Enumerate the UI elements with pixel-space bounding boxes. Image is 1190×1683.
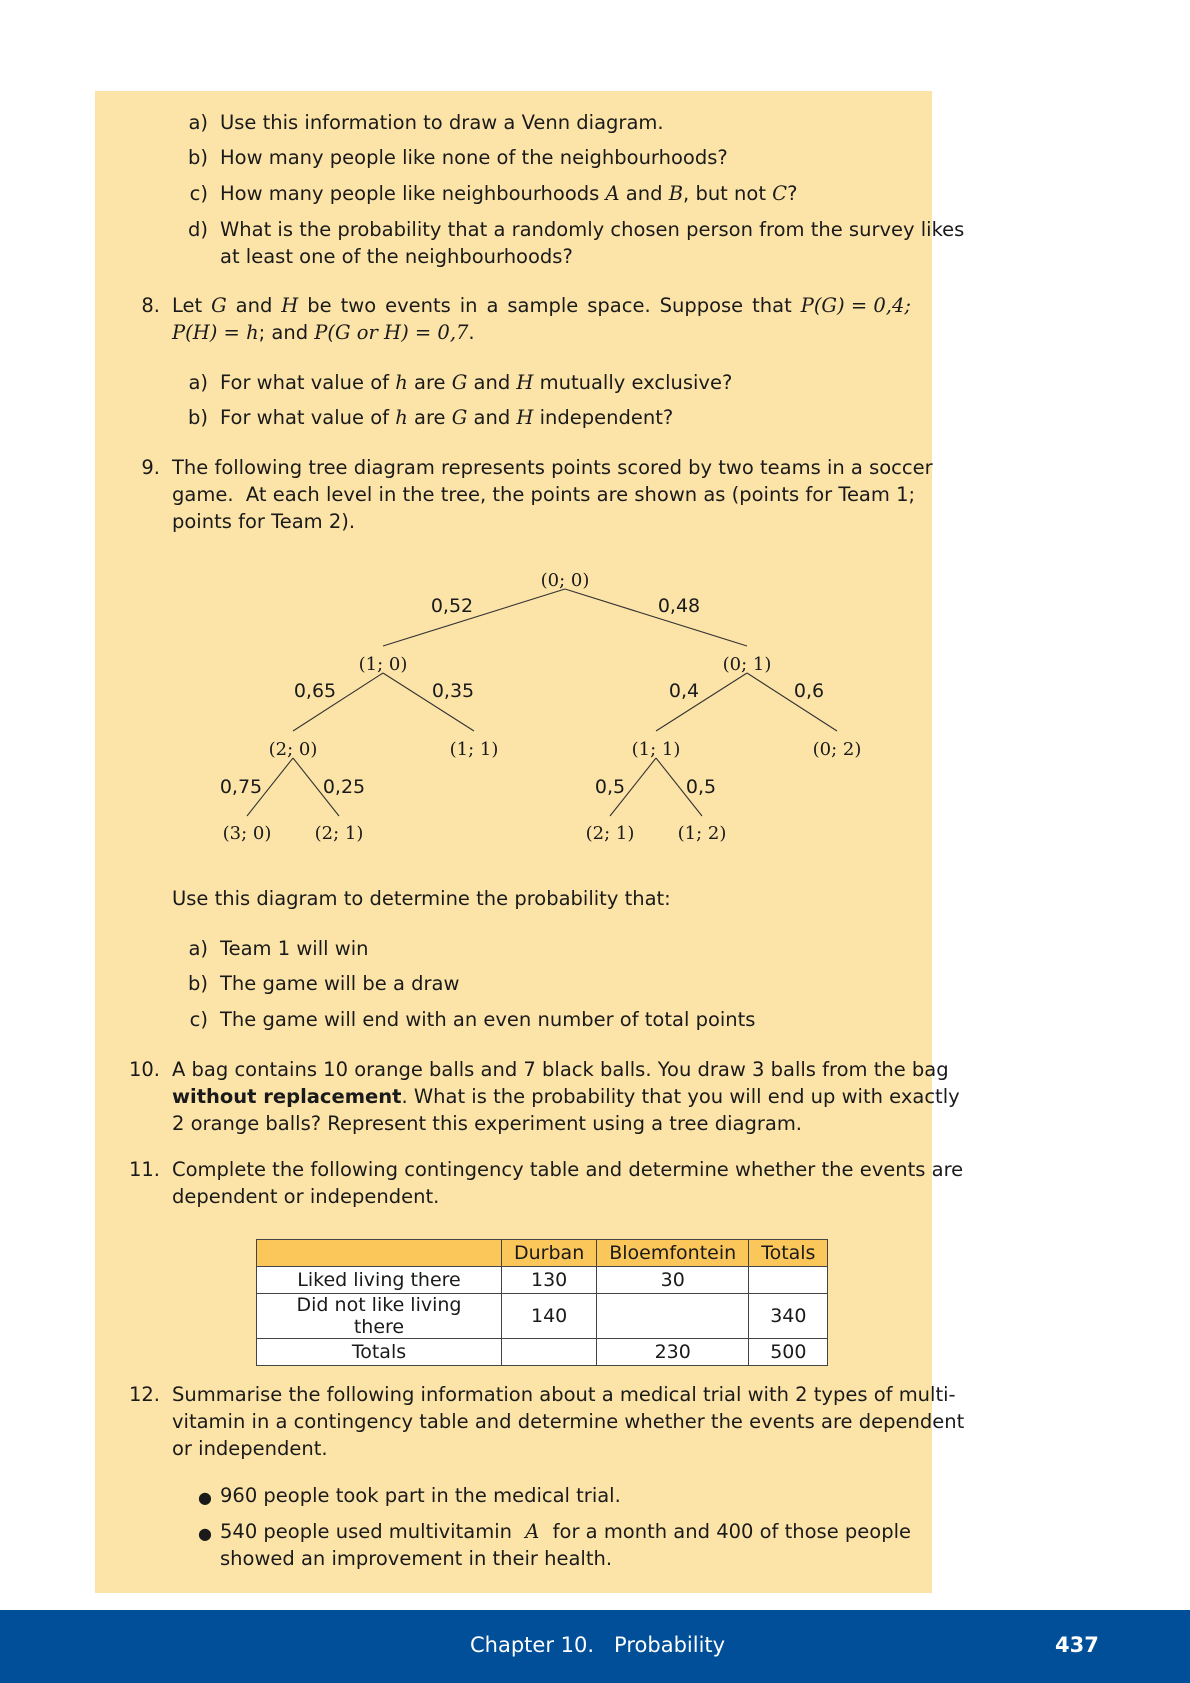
header-cell-empty (257, 1240, 502, 1267)
q7a-label: a) (188, 111, 208, 134)
row-label: Did not like living there (257, 1294, 502, 1339)
prob-0-75: 0,75 (219, 776, 263, 798)
node-3-0: (3; 0) (222, 823, 272, 844)
q8-number: 8. (141, 294, 160, 317)
prob-0-52: 0,52 (430, 595, 474, 617)
q12-bullet1: 960 people took part in the medical trial. (220, 1484, 621, 1507)
cell: 140 (502, 1294, 597, 1339)
q8b-text: For what value of h are G and H independent? (220, 406, 674, 429)
q11-line1: Complete the following contingency table and determine whether the events are (172, 1158, 964, 1181)
q9-number: 9. (141, 456, 160, 479)
cell: 130 (502, 1267, 597, 1294)
cell (502, 1339, 597, 1366)
q12-line2: vitamin in a contingency table and determine whether the events are dependent (172, 1410, 965, 1433)
prob-0-35: 0,35 (431, 680, 475, 702)
q10-line1: A bag contains 10 orange balls and 7 black balls. You draw 3 balls from the bag (172, 1058, 949, 1081)
q9c-text: The game will end with an even number of total points (220, 1008, 756, 1031)
q7d-line1: What is the probability that a randomly chosen person from the survey likes (220, 218, 965, 241)
cell: 30 (597, 1267, 749, 1294)
q10-line3: 2 orange balls? Represent this experiment using a tree diagram. (172, 1112, 803, 1135)
header-durban: Durban (502, 1240, 597, 1267)
q10-line2: without replacement. What is the probability that you will end up with exactly (172, 1085, 960, 1108)
node-2-1-left: (2; 1) (314, 823, 364, 844)
prob-0-4: 0,4 (668, 680, 700, 702)
q9b-label: b) (188, 972, 208, 995)
q10-number: 10. (128, 1058, 160, 1081)
node-1-2: (1; 2) (677, 823, 727, 844)
node-1-1-left: (1; 1) (449, 739, 499, 760)
node-2-1-right: (2; 1) (585, 823, 635, 844)
header-bloemfontein: Bloemfontein (597, 1240, 749, 1267)
prob-0-48: 0,48 (657, 595, 701, 617)
q12-line3: or independent. (172, 1437, 328, 1460)
q8b-label: b) (188, 406, 208, 429)
q9a-text: Team 1 will win (220, 937, 369, 960)
node-1-0: (1; 0) (358, 654, 408, 675)
q9-intro: Use this diagram to determine the probability that: (172, 887, 671, 910)
page-footer (0, 1610, 1190, 1683)
prob-0-5-right: 0,5 (685, 776, 717, 798)
q7a-text: Use this information to draw a Venn diagram. (220, 111, 664, 134)
edge-root-10 (383, 589, 565, 646)
bullet-dot: ● (198, 1488, 212, 1507)
q7c-text: How many people like neighbourhoods A and B, but not C? (220, 182, 798, 205)
page-number: 437 (1055, 1633, 1099, 1657)
node-0-1: (0; 1) (722, 654, 772, 675)
q12-bullet2-line2: showed an improvement in their health. (220, 1547, 613, 1570)
cell: 230 (597, 1339, 749, 1366)
bullet-dot: ● (198, 1524, 212, 1543)
q9b-text: The game will be a draw (220, 972, 460, 995)
prob-0-6: 0,6 (793, 680, 825, 702)
q11-line2: dependent or independent. (172, 1185, 440, 1208)
q8-line2: P(H) = h; and P(G or H) = 0,7. (172, 321, 475, 344)
cell (597, 1294, 749, 1339)
table-header-row (257, 1240, 828, 1267)
q9-line2: game. At each level in the tree, the points are shown as (points for Team 1; (172, 483, 916, 506)
table-row (257, 1267, 828, 1294)
q11-number: 11. (128, 1158, 160, 1181)
row-label: Liked living there (257, 1267, 502, 1294)
q9-line1: The following tree diagram represents points scored by two teams in a soccer (172, 456, 933, 479)
cell: 500 (749, 1339, 828, 1366)
cell: 340 (749, 1294, 828, 1339)
edge-root-01 (565, 589, 747, 646)
q7d-line2: at least one of the neighbourhoods? (220, 245, 573, 268)
cell (749, 1267, 828, 1294)
q12-line1: Summarise the following information about a medical trial with 2 types of multi- (172, 1383, 956, 1406)
node-root: (0; 0) (540, 570, 590, 591)
contingency-table (256, 1239, 828, 1366)
q8a-text: For what value of h are G and H mutually exclusive? (220, 371, 733, 394)
node-0-2: (0; 2) (812, 739, 862, 760)
q12-number: 12. (128, 1383, 160, 1406)
q8-line1: Let G and H be two events in a sample space. Suppose that P(G) = 0,4; (172, 294, 911, 317)
table-row (257, 1339, 828, 1366)
header-totals: Totals (749, 1240, 828, 1267)
node-1-1-right: (1; 1) (631, 739, 681, 760)
q7b-label: b) (188, 146, 208, 169)
q7c-label: c) (189, 182, 208, 205)
prob-0-5-left: 0,5 (594, 776, 626, 798)
chapter-title: Chapter 10. Probability (470, 1633, 726, 1657)
q9a-label: a) (188, 937, 208, 960)
node-2-0: (2; 0) (268, 739, 318, 760)
q9c-label: c) (189, 1008, 208, 1031)
q8a-label: a) (188, 371, 208, 394)
q7d-label: d) (188, 218, 208, 241)
prob-0-25: 0,25 (322, 776, 366, 798)
prob-0-65: 0,65 (293, 680, 337, 702)
q12-bullet2-line1: 540 people used multivitamin A for a month and 400 of those people (220, 1520, 911, 1543)
table-row (257, 1294, 828, 1339)
q9-line3: points for Team 2). (172, 510, 356, 533)
q7b-text: How many people like none of the neighbourhoods? (220, 146, 728, 169)
row-label: Totals (257, 1339, 502, 1366)
